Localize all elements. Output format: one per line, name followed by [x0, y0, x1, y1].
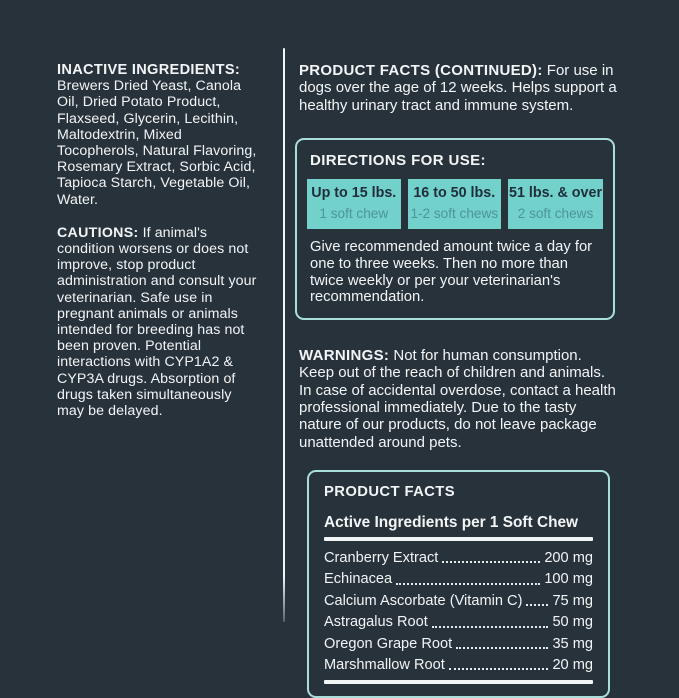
dosage-amount: 2 soft chews [517, 206, 594, 222]
cautions-text: If animal's condition worsens or does not improve, stop product administration and consult your veterinarian. Safe use in pregnant animals or animals intended for breeding has not been proven. Potential interactions with CYP1A2 & CYP3A drugs. Absorption of drugs taken simultaneously may be delayed. [57, 224, 257, 420]
cautions-section [57, 225, 261, 419]
dosage-weight-range: 16 to 50 lbs. [413, 184, 496, 201]
dot-leader [449, 668, 549, 670]
column-divider [283, 48, 285, 622]
dot-leader [442, 561, 540, 563]
ingredient-name: Echinacea [324, 571, 393, 588]
ingredient-amount: 35 mg [552, 635, 593, 652]
ingredient-name: Marshmallow Root [324, 657, 445, 673]
dosage-table [307, 179, 603, 230]
dot-leader [432, 626, 549, 628]
product-facts-box [307, 470, 610, 698]
ingredient-amount: 20 mg [552, 657, 593, 673]
warnings-text: Not for human consumption. Keep out of the reach of children and animals. In case of accidental overdose, contact a health professional immediately. Due to the tasty nature of our products, do not leave package unattended around pets. [299, 346, 616, 451]
ingredient-name: Calcium Ascorbate (Vitamin C) [324, 592, 523, 609]
directions-for-use-box [295, 138, 615, 320]
dosage-cell-small-dog [307, 179, 401, 230]
product-facts-continued-heading: PRODUCT FACTS (CONTINUED): [299, 62, 543, 79]
inactive-ingredients-section [57, 62, 261, 208]
directions-note: Give recommended amount twice a day for one to three weeks. Then no more than twice weekly or per your veterinarian's recommendation. [310, 239, 593, 306]
dosage-weight-range: 51 lbs. & over [509, 184, 603, 201]
ingredient-amount: 50 mg [552, 614, 593, 631]
ingredient-row [324, 546, 593, 567]
dosage-amount: 1 soft chew [319, 206, 389, 222]
ingredient-amount: 200 mg [544, 550, 593, 567]
ingredient-row [324, 589, 593, 610]
dosage-cell-large-dog [508, 179, 603, 230]
right-column [295, 62, 617, 698]
ingredient-name: Oregon Grape Root [324, 635, 453, 652]
ingredient-amount: 75 mg [552, 592, 593, 609]
dot-leader [526, 604, 548, 606]
ingredient-name: Cranberry Extract [324, 550, 439, 567]
product-facts-continued-section [299, 62, 617, 114]
dot-leader [456, 647, 548, 649]
divider-rule-bottom [324, 680, 593, 684]
ingredient-row [324, 653, 593, 674]
ingredient-row [324, 610, 593, 631]
inactive-ingredients-heading: INACTIVE INGREDIENTS: [57, 62, 241, 78]
ingredient-name: Astragalus Root [324, 614, 428, 631]
dosage-cell-medium-dog [408, 179, 502, 230]
ingredient-amount: 100 mg [544, 571, 593, 588]
warnings-section [299, 347, 617, 451]
cautions-heading: CAUTIONS: [57, 224, 139, 241]
dosage-amount: 1-2 soft chews [410, 206, 499, 222]
left-column [57, 62, 261, 419]
ingredient-row [324, 567, 593, 588]
warnings-heading: WARNINGS: [299, 346, 390, 364]
directions-heading: DIRECTIONS FOR USE: [310, 152, 486, 170]
active-ingredients-list [324, 546, 593, 674]
product-facts-heading: PRODUCT FACTS [324, 484, 455, 501]
inactive-ingredients-text: Brewers Dried Yeast, Canola Oil, Dried Potato Product, Flaxseed, Glycerin, Lecithin, Maltodextrin, Mixed Tocopherols, Natural Flavoring, Rosemary Extract, Sorbic Acid, Tapioca Starch, Vegetable Oil, Water. [57, 78, 257, 208]
divider-rule-top [324, 537, 593, 541]
dosage-weight-range: Up to 15 lbs. [311, 184, 397, 201]
ingredient-row [324, 632, 593, 653]
dot-leader [396, 583, 540, 585]
product-facts-continued-text: For use in dogs over the age of 12 weeks. Helps support a healthy urinary tract and immune system. [299, 62, 617, 114]
active-ingredients-subheading: Active Ingredients per 1 Soft Chew [324, 513, 578, 531]
